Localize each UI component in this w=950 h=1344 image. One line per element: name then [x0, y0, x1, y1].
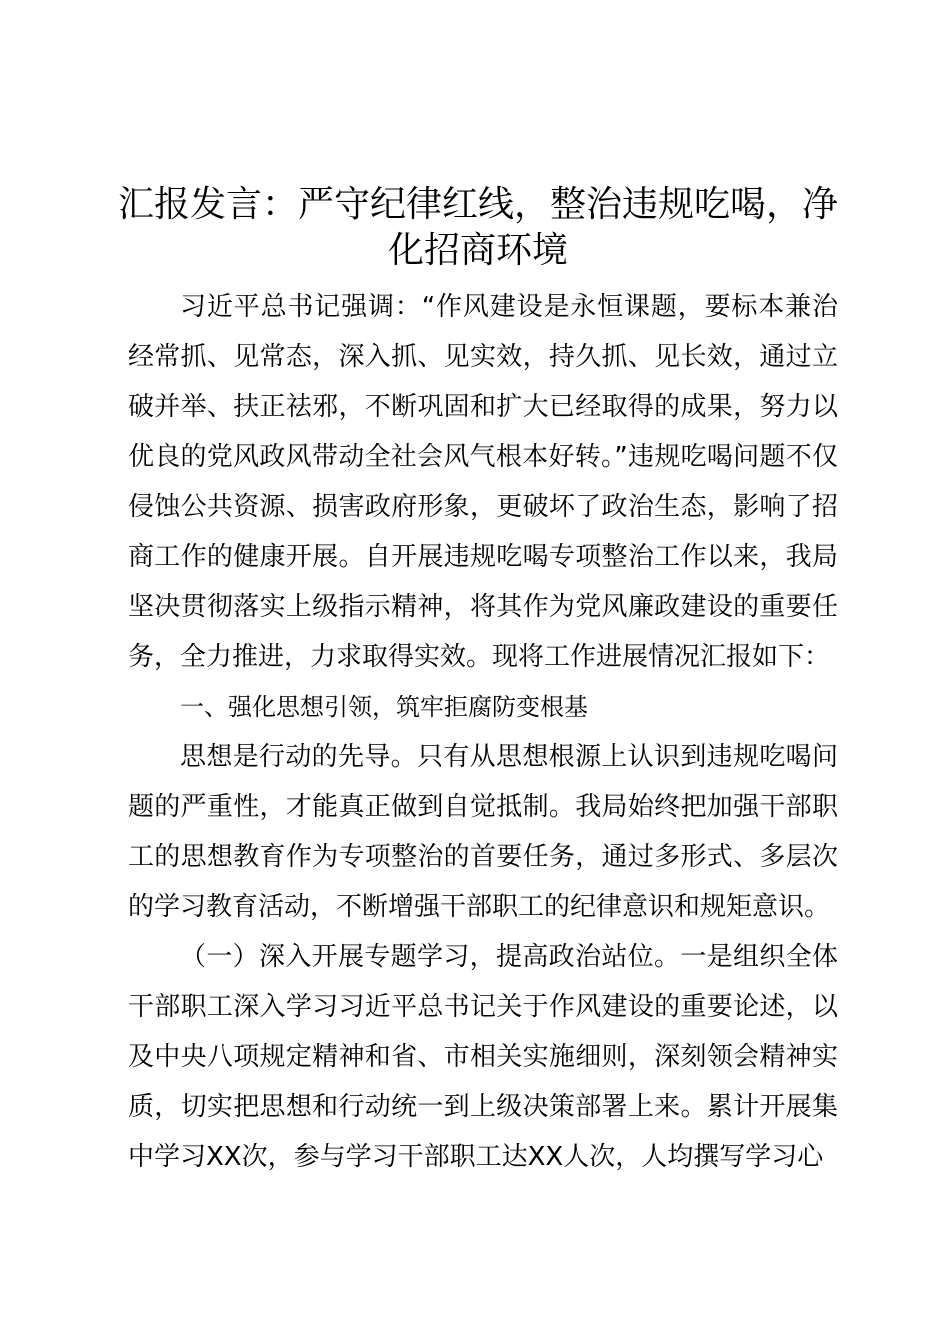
document-body	[128, 282, 838, 1182]
title-line-2: 化招商环境	[387, 230, 568, 271]
subsection-1-paragraph: （一）深入开展专题学习，提高政治站位。一是组织全体干部职工深入学习习近平总书记关于作风建设的重要论述，以及中央八项规定精神和省、市相关实施细则，深刻领会精神实质，切实把思想和行动统一到上级决策部署上来。累计开展集中学习XX次，参与学习干部职工达XX人次，人均撰写学习心	[128, 942, 838, 1172]
section-heading-1: 一、强化思想引领，筑牢拒腐防变根基	[180, 693, 588, 721]
section-1-paragraph: 思想是行动的先导。只有从思想根源上认识到违规吃喝问题的严重性，才能真正做到自觉抵制。我局始终把加强干部职工的思想教育作为专项整治的首要任务，通过多形式、多层次的学习教育活动，不断增强干部职工的纪律意识和规矩意识。	[128, 742, 838, 922]
intro-paragraph: 习近平总书记强调：“作风建设是永恒课题，要标本兼治经常抓、见常态，深入抓、见实效，持久抓、见长效，通过立破并举、扶正祛邪，不断巩固和扩大已经取得的成果，努力以优良的党风政风带动全社会风气根本好转。”违规吃喝问题不仅侵蚀公共资源、损害政府形象，更破坏了政治生态，影响了招商工作的健康开展。自开展违规吃喝专项整治工作以来，我局坚决贯彻落实上级指示精神，将其作为党风廉政建设的重要任务，全力推进，力求取得实效。现将工作进展情况汇报如下：	[128, 292, 838, 672]
document-title	[108, 182, 848, 274]
title-line-1: 汇报发言：严守纪律红线，整治违规吃喝，净	[117, 184, 838, 225]
